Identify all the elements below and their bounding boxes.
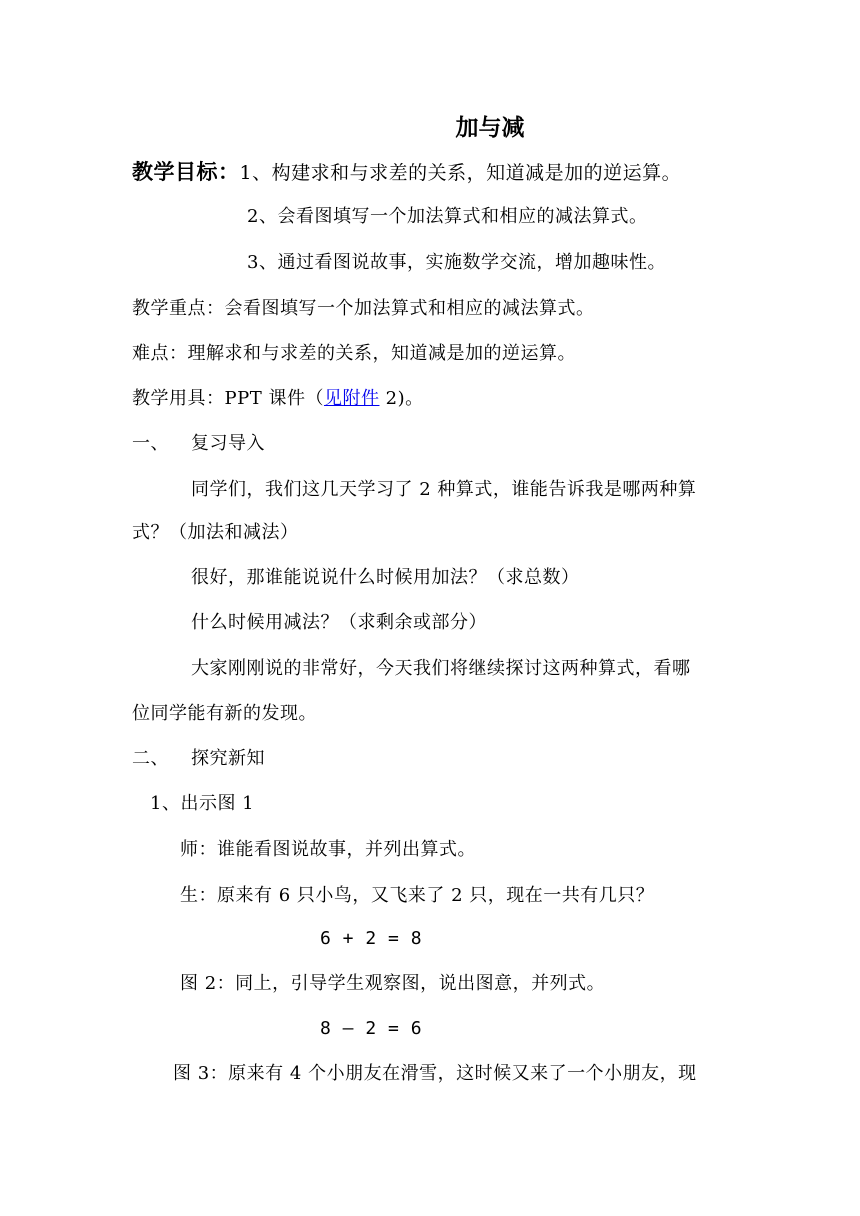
section-1-heading bbox=[132, 432, 265, 456]
figure-2-line: 图 2：同上，引导学生观察图，说出图意，并列式。 bbox=[180, 973, 606, 994]
section-2-number: 二、 bbox=[132, 748, 169, 769]
teaching-tools bbox=[132, 387, 424, 411]
equation-1: 6 + 2 = 8 bbox=[320, 928, 423, 949]
paragraph-1-line-1: 同学们，我们这几天学习了 2 种算式，谁能告诉我是哪两种算 bbox=[191, 479, 697, 500]
section-2-title: 探究新知 bbox=[191, 748, 265, 769]
section-1-title: 复习导入 bbox=[191, 433, 265, 454]
figure-3-line: 图 3：原来有 4 个小朋友在滑雪，这时候又来了一个小朋友，现 bbox=[173, 1063, 697, 1084]
section-2-heading bbox=[132, 747, 265, 771]
difficulty: 难点：理解求和与求差的关系，知道减是加的逆运算。 bbox=[132, 343, 576, 364]
teacher-line: 师：谁能看图说故事，并列出算式。 bbox=[180, 839, 476, 860]
objective-item-2: 2、会看图填写一个加法算式和相应的减法算式。 bbox=[247, 206, 648, 227]
objectives-label: 教学目标： bbox=[132, 159, 240, 184]
attachment-link[interactable]: 见附件 bbox=[323, 388, 380, 409]
key-point: 教学重点：会看图填写一个加法算式和相应的减法算式。 bbox=[132, 298, 595, 319]
paragraph-1-line-2: 式？（加法和减法） bbox=[132, 522, 299, 543]
paragraph-2: 很好，那谁能说说什么时候用加法？（求总数） bbox=[191, 567, 580, 588]
objectives-line-1 bbox=[132, 160, 681, 185]
objective-item-1: 1、构建求和与求差的关系，知道减是加的逆运算。 bbox=[239, 162, 682, 184]
subsection-1: 1、出示图 1 bbox=[150, 793, 255, 814]
paragraph-4-line-1: 大家刚刚说的非常好，今天我们将继续探讨这两种算式，看哪 bbox=[191, 658, 691, 679]
paragraph-3: 什么时候用减法？（求剩余或部分） bbox=[191, 612, 487, 633]
paragraph-4-line-2: 位同学能有新的发现。 bbox=[132, 703, 317, 724]
tools-suffix: 2)。 bbox=[379, 388, 424, 409]
objective-item-3: 3、通过看图说故事，实施数学交流，增加趣味性。 bbox=[247, 252, 666, 273]
page-title: 加与减 bbox=[455, 114, 525, 141]
student-line: 生：原来有 6 只小鸟，又飞来了 2 只，现在一共有几只？ bbox=[180, 885, 655, 906]
section-1-number: 一、 bbox=[132, 433, 169, 454]
equation-2: 8 – 2 = 6 bbox=[320, 1018, 423, 1039]
tools-prefix: 教学用具：PPT 课件（ bbox=[132, 388, 324, 409]
